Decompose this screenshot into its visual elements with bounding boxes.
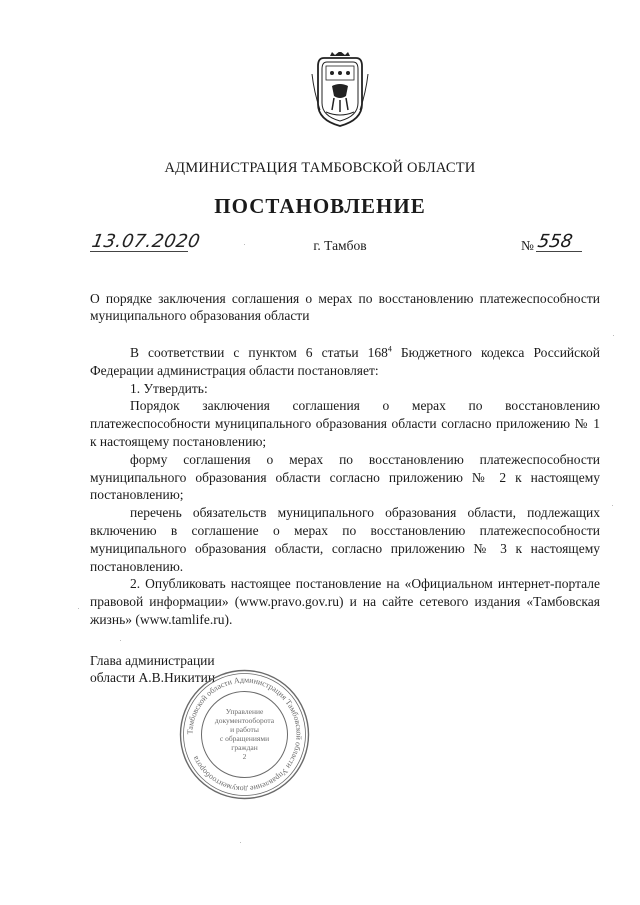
paragraph-item-1b: форму соглашения о мерах по восстановлению платежеспособности муниципального образования области согласно приложению № 2 к настоящему постановлению; <box>90 451 600 503</box>
paragraph-item-1c: перечень обязательств муниципального образования области, подлежащих включению в соглашение о мерах по восстановлению платежеспособности муниципального образования области, согласно приложению № 3 к настоящему постановлению. <box>90 505 600 574</box>
paragraph-item-1a: Порядок заключения соглашения о мерах по восстановлению платежеспособности муниципального образования области согласно приложению № 1 к настоящему постановлению; <box>90 398 600 449</box>
number-underline <box>536 251 582 252</box>
stamp-center-line-1: Управление <box>225 707 264 716</box>
signer-position: Глава администрации <box>90 653 215 668</box>
stamp-center-line-2: документооборота <box>214 716 275 725</box>
document-body <box>90 344 600 629</box>
document-number-label: № <box>521 238 534 253</box>
stamp-center-line-4: с обращениями <box>219 734 270 743</box>
coat-of-arms-icon <box>310 52 370 130</box>
document-city: г. Тамбов <box>313 238 367 253</box>
document-subject: О порядке заключения соглашения о мерах по восстановлению платежеспособности муниципального образования области <box>90 291 600 323</box>
signer-name: области А.В.Никитин <box>90 670 216 685</box>
stamp-outer-text: Тамбовской области Администрация Тамбовской области Управление документооборота <box>185 675 304 794</box>
stamp-center-line-5: граждан <box>231 743 258 752</box>
stamp-center-line-6: 2 <box>242 752 247 761</box>
scan-speck <box>244 244 245 245</box>
scan-speck <box>612 505 613 506</box>
scan-speck <box>240 842 241 843</box>
paragraph-intro <box>90 344 600 380</box>
stamp-center-line-3: и работы <box>230 725 259 734</box>
document-type-title: ПОСТАНОВЛЕНИЕ <box>214 194 426 218</box>
document-date: 13.07.2020 <box>90 231 202 252</box>
scan-speck <box>78 608 79 609</box>
intro-text-rest: Бюджетного кодекса Российской Федерации администрация области постановляет: <box>90 345 600 378</box>
article-superscript: 4 <box>387 344 392 354</box>
paragraph-item-2: 2. Опубликовать настоящее постановление на «Официальном интернет-портале правовой информации» (www.pravo.gov.ru) и на сайте сетевого издания «Тамбовская жизнь» (www.tamlife.ru). <box>90 576 600 627</box>
official-stamp <box>177 667 312 802</box>
scan-speck <box>613 335 614 336</box>
intro-text: В соответствии с пунктом 6 статьи 168 <box>130 345 388 360</box>
document-number: 558 <box>536 231 575 252</box>
organization-title: АДМИНИСТРАЦИЯ ТАМБОВСКОЙ ОБЛАСТИ <box>164 160 476 176</box>
scan-speck <box>120 640 121 641</box>
paragraph-item-1: 1. Утвердить: <box>130 380 208 396</box>
